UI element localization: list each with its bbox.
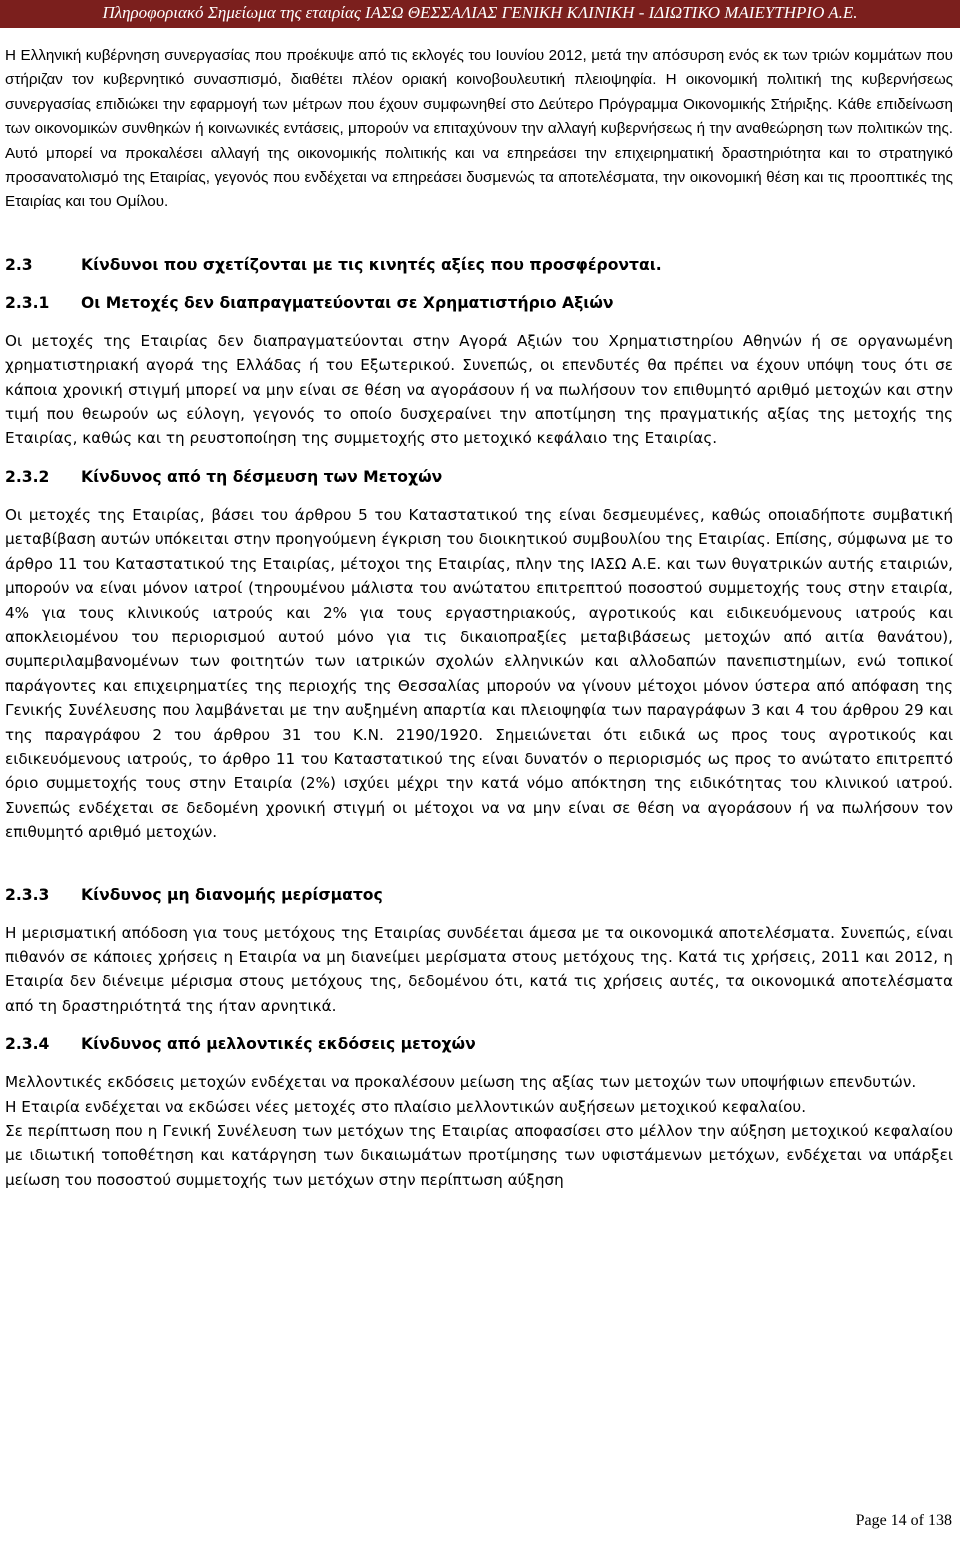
spacer — [5, 907, 953, 921]
page-number: Page 14 of 138 — [855, 1512, 952, 1529]
document-header-title: Πληροφοριακό Σημείωμα της εταιρίας ΙΑΣΩ ΘΕΣΣΑΛΙΑΣ ΓΕΝΙΚΗ ΚΛΙΝΙΚΗ - ΙΔΙΩΤΙΚΟ ΜΑΙΕΥΤΗΡΙΟ Α.Ε. — [102, 3, 858, 22]
spacer — [5, 215, 953, 239]
section-title: Κίνδυνος από μελλοντικές εκδόσεις μετοχών — [81, 1035, 476, 1054]
spacer — [5, 1018, 953, 1032]
spacer — [5, 489, 953, 503]
document-body — [5, 44, 953, 1192]
section-title: Κίνδυνος από τη δέσμευση των Μετοχών — [81, 467, 443, 486]
section-number: 2.3.1 — [5, 293, 50, 312]
spacer — [5, 869, 953, 883]
section-title: Κίνδυνος μη διανομής μερίσματος — [81, 885, 383, 904]
spacer — [5, 277, 953, 291]
section-2-3-3-paragraph: Η μερισματική απόδοση για τους μετόχους της Εταιρίας συνδέεται άμεσα με τα οικονομικά αποτελέσματα. Συνεπώς, είναι πιθανόν σε κάποιες χρήσεις η Εταιρία να μη διανείμει μερίσματα στους μετόχους της. Κατά τις χρήσεις, 2011 και 2012, η Εταιρία δεν διένειμε μέρισμα στους μετόχους της, δεδομένου ότι, κατά τις χρήσεις αυτές, τα οικονομικά αποτελέσματα από τη δραστηριότητά της ήταν αρνητικά. — [5, 923, 953, 1015]
spacer — [5, 845, 953, 869]
section-2-3-1-paragraph: Οι μετοχές της Εταιρίας δεν διαπραγματεύονται στην Αγορά Αξιών του Χρηματιστηρίου Αθηνών ή σε οργανωμένη χρηματιστηριακή αγορά της Ελλάδας ή του Εξωτερικού. Συνεπώς, οι επενδυτές θα πρέπει να έχουν υπόψη τους ότι σε κάποια χρονική στιγμή μπορεί να μην είναι σε θέση να αγοράσουν ή να πωλήσουν τον επιθυμητό αριθμό μετοχών και στην τιμή που θεωρούν ως εύλογη, γεγονός το οποίο δυσχεραίνει την αποτίμηση της πραγματικής αξίας της μετοχής της Εταιρίας, καθώς και τη ρευστοποίηση της συμμετοχής στο μετοχικό κεφάλαιο της Εταιρίας. — [5, 331, 953, 448]
spacer — [5, 451, 953, 465]
section-heading-2-3-1 — [5, 291, 953, 315]
spacer — [5, 1056, 953, 1070]
spacer — [5, 315, 953, 329]
document-header — [0, 0, 960, 28]
section-number: 2.3.4 — [5, 1035, 50, 1054]
section-heading-2-3-2 — [5, 465, 953, 489]
section-title: Κίνδυνοι που σχετίζονται με τις κινητές αξίες που προσφέρονται. — [81, 255, 662, 274]
section-heading-2-3-3 — [5, 883, 953, 907]
section-number: 2.3.2 — [5, 467, 50, 486]
section-2-3-4-paragraph: Μελλοντικές εκδόσεις μετοχών ενδέχεται να προκαλέσουν μείωση της αξίας των μετοχών των υποψήφιων επενδυτών. — [5, 1073, 917, 1092]
section-2-3-4-paragraph: Η Εταιρία ενδέχεται να εκδώσει νέες μετοχές στο πλαίσιο μελλοντικών αυξήσεων μετοχικού κεφαλαίου. — [5, 1097, 807, 1116]
intro-paragraph: Η Ελληνική κυβέρνηση συνεργασίας που προέκυψε από τις εκλογές του Ιουνίου 2012, μετά την απόσυρση ενός εκ των τριών κομμάτων που στήριζαν τον κυβερνητικό συνασπισμό, διαθέτει πλέον οριακή κοινοβουλευτική πλειοψηφία. Η οικονομική πολιτική της κυβερνήσεως συνεργασίας επιδιώκει την εφαρμογή των μέτρων που έχουν συμφωνηθεί στο Δεύτερο Πρόγραμμα Οικονομικής Στήριξης. Κάθε επιδείνωση των οικονομικών συνθηκών ή κοινωνικές εντάσεις, μπορούν να επιταχύνουν την αλλαγή κυβερνήσεως ή την αναθεώρηση των πολιτικών της. Αυτό μπορεί να προκαλέσει αλλαγή της οικονομικής πολιτικής και να επηρεάσει την επιχειρηματική δραστηριότητα και το στρατηγικό προσανατολισμό της Εταιρίας, γεγονός που ενδέχεται να επηρεάσει δυσμενώς τα αποτελέσματα, την οικονομική θέση και τις προοπτικές της Εταιρίας και του Ομίλου. — [5, 47, 953, 211]
section-number: 2.3.3 — [5, 885, 50, 904]
section-heading-2-3-4 — [5, 1032, 953, 1056]
section-number: 2.3 — [5, 255, 33, 274]
section-2-3-4-paragraph: Σε περίπτωση που η Γενική Συνέλευση των μετόχων της Εταιρίας αποφασίσει στο μέλλον την αύξηση μετοχικού κεφαλαίου με ιδιωτική τοποθέτηση και κατάργηση των δικαιωμάτων προτίμησης των υφιστάμενων μετόχων, ενδέχεται να υπάρξει μείωση του ποσοστού συμμετοχής των μετόχων στην περίπτωση αύξηση — [5, 1122, 953, 1189]
section-2-3-2-paragraph: Οι μετοχές της Εταιρίας, βάσει του άρθρου 5 του Καταστατικού της είναι δεσμευμένες, καθώς οποιαδήποτε συμβατική μεταβίβαση αυτών υπόκειται στην προηγούμενη έγκριση του διοικητικού συμβουλίου της Εταιρίας. Επίσης, σύμφωνα με το άρθρο 11 του Καταστατικού της Εταιρίας, μέτοχοι της Εταιρίας, πλην της ΙΑΣΩ Α.Ε. και των θυγατρικών αυτής εταιριών, μπορούν να είναι μόνον ιατροί (τηρουμένου μάλιστα του ανώτατου επιτρεπτού ποσοστού συμμετοχής τους στην εταιρία, 4% για τους κλινικούς ιατρούς και 2% για τους εργαστηριακούς, αγροτικούς και ειδικευόμενους ιατρούς και αποκλειομένου του περιορισμού αυτού μόνο για τις δικαιοπραξίες μεταβιβάσεως μετοχών από αιτία θανάτου), συμπεριλαμβανομένων των φοιτητών των ιατρικών σχολών ελληνικών και αλλοδαπών πανεπιστημίων, ενώ τοπικοί παράγοντες και επιχειρηματίες της περιοχής της Θεσσαλίας μπορούν να γίνουν μέτοχοι μόνον ύστερα από απόφαση της Γενικής Συνέλευσης που λαμβάνεται με την αυξημένη απαρτία και πλειοψηφία των παραγράφων 3 και 4 του άρθρου 29 και της παραγράφου 2 του άρθρου 31 του Κ.Ν. 2190/1920. Σημειώνεται ότι ειδικά ως προς τους αγροτικούς και ειδικευόμενους ιατρούς, το άρθρο 11 του Καταστατικού της είναι δυνατόν ο περιορισμός ως προς το ανώτατο επιτρεπτό όριο συμμετοχής τους στην Εταιρία (2%) ισχύει μέχρι την κατά νόμο απόκτηση της ειδικότητας του κλινικού ιατρού. Συνεπώς ενδέχεται σε δεδομένη χρονική στιγμή οι μέτοχοι να να μην είναι σε θέση να αγοράσουν ή να πωλήσουν τον επιθυμητό αριθμό μετοχών. — [5, 505, 953, 842]
section-heading-2-3 — [5, 253, 953, 277]
spacer — [5, 239, 953, 253]
section-title: Οι Μετοχές δεν διαπραγματεύονται σε Χρηματιστήριο Αξιών — [81, 293, 614, 312]
